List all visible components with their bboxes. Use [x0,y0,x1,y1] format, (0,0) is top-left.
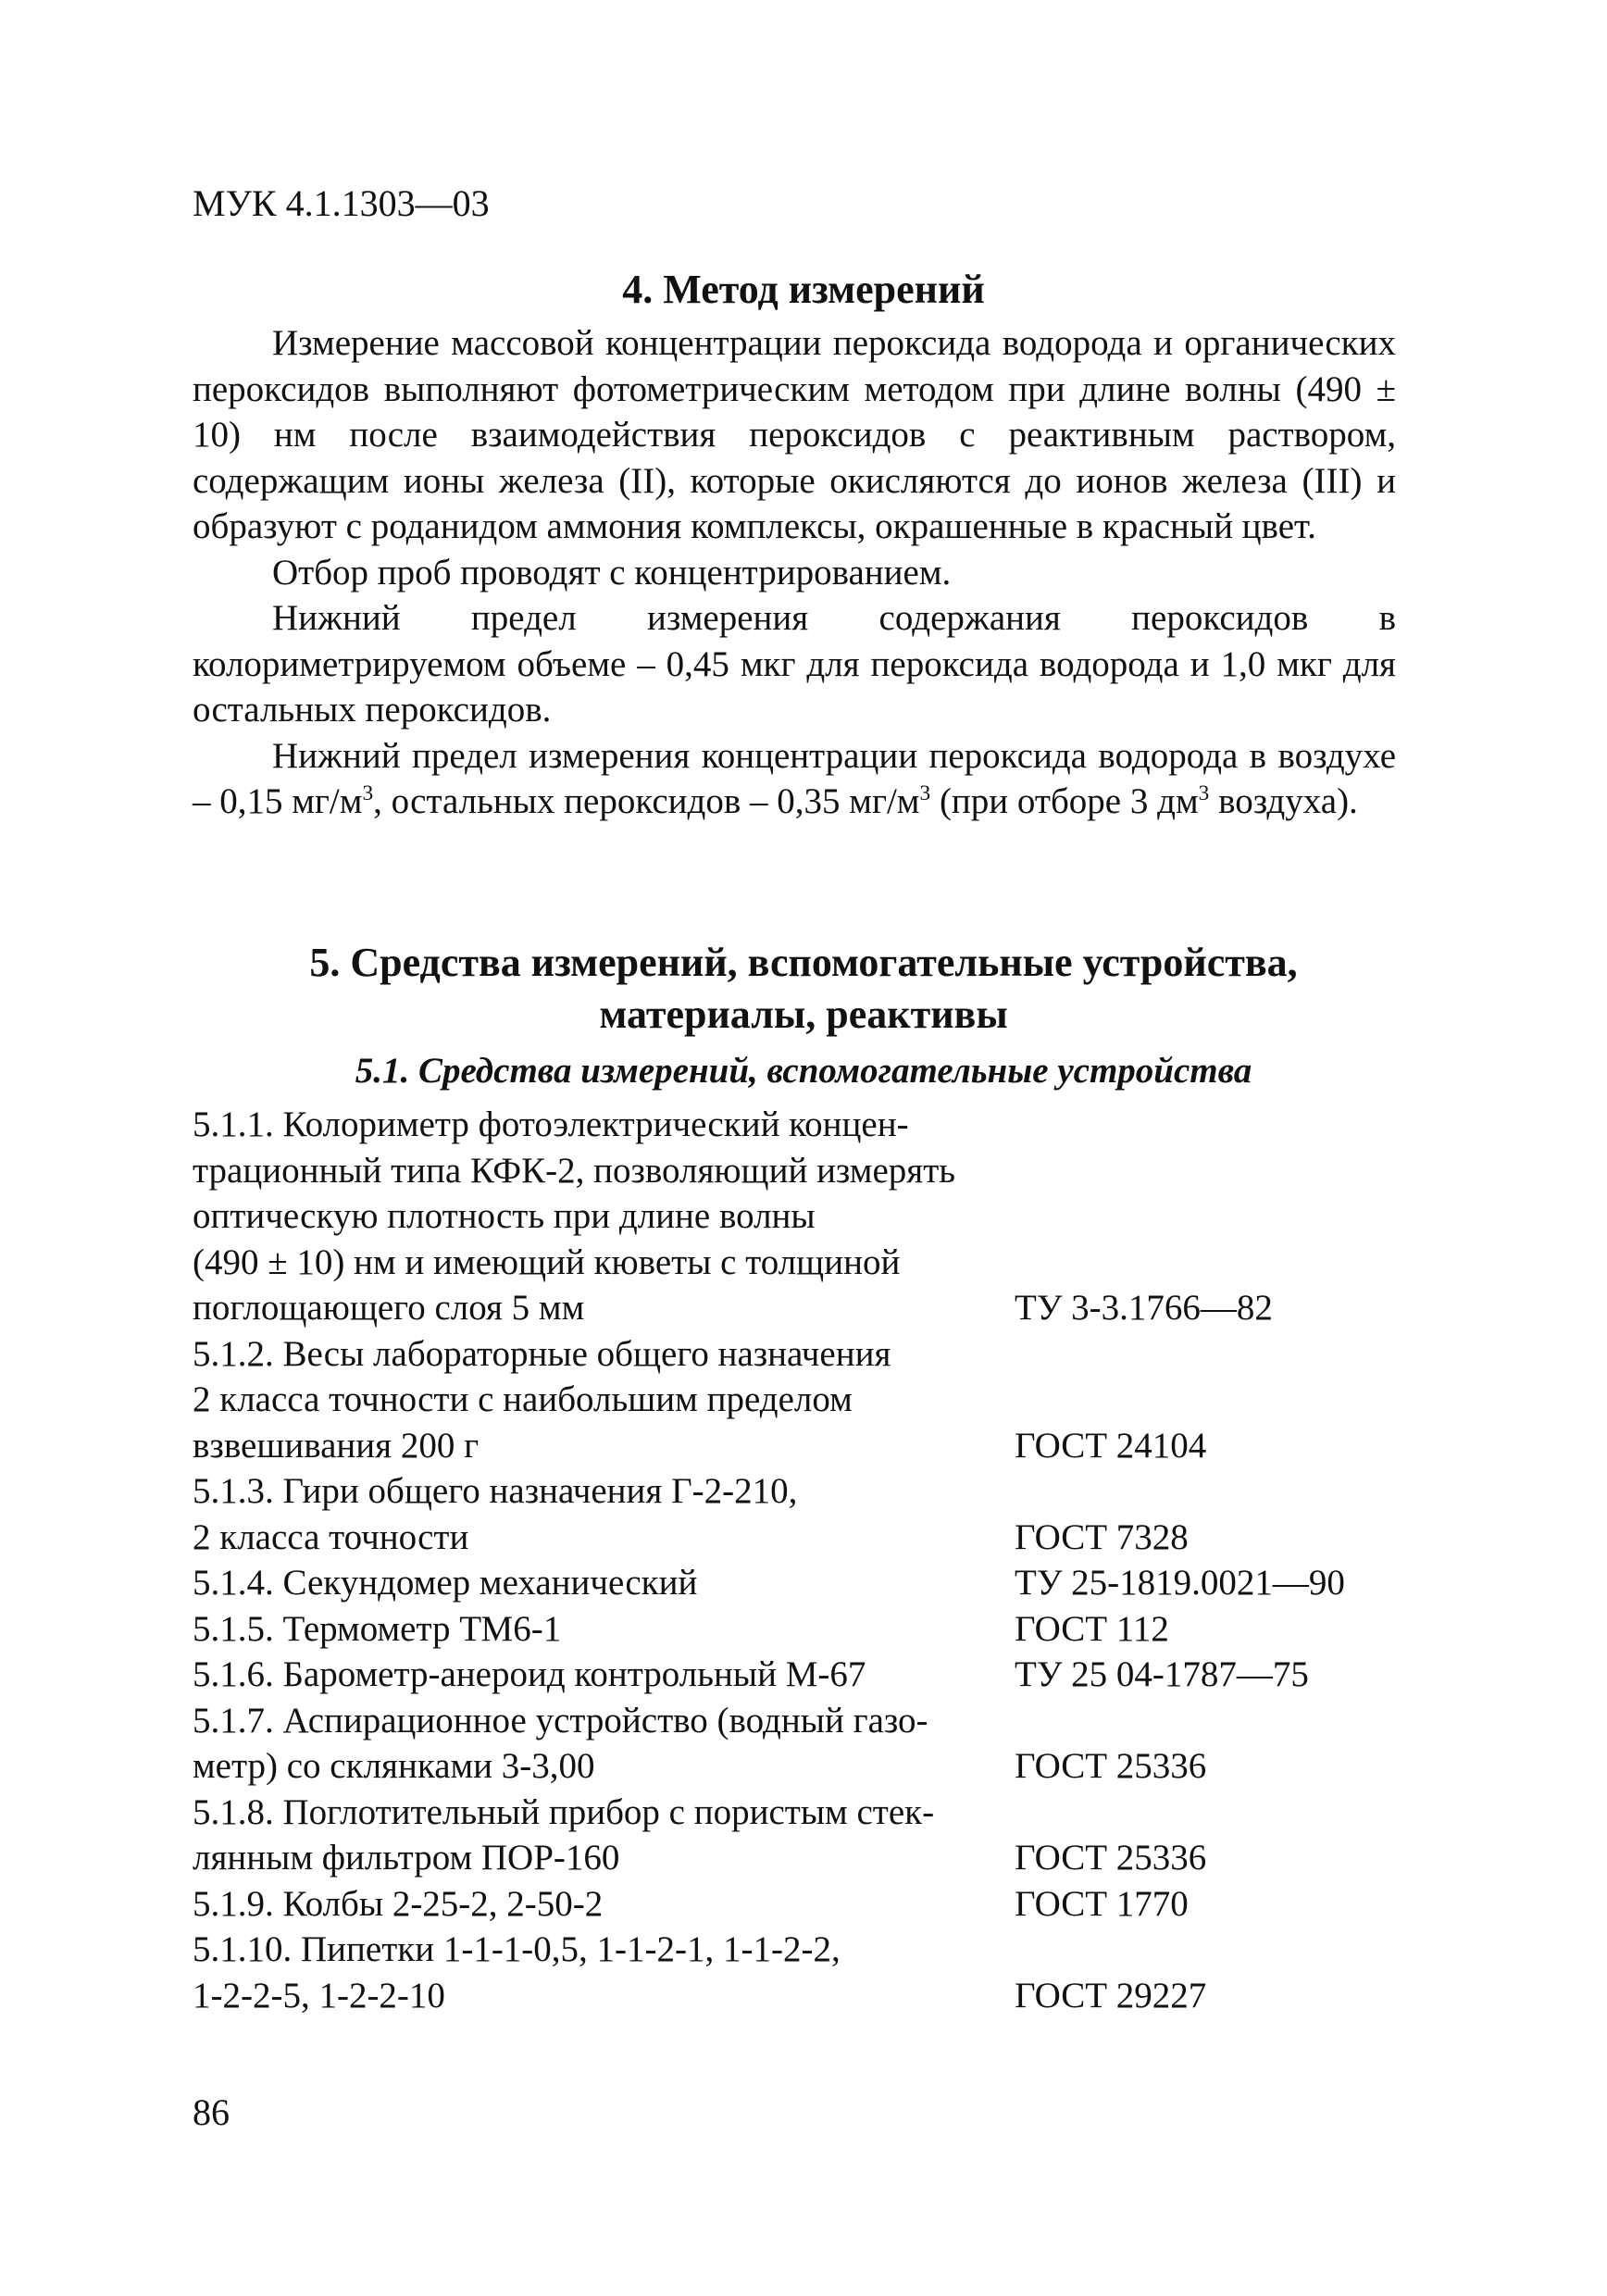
list-item [193,1881,1396,1928]
item-description: 5.1.9. Колбы 2-25-2, 2-50-2 [193,1883,604,1924]
item-standard: ТУ 25-1819.0021—90 [1015,1563,1345,1603]
superscript: 3 [1198,781,1210,805]
superscript: 3 [919,781,931,805]
equipment-list [193,1102,1396,2018]
list-item [193,1790,1396,1881]
item-standard: ГОСТ 112 [1015,1608,1169,1649]
paragraph-detection-limit [193,733,1396,825]
list-item [193,1927,1396,2018]
list-item [193,1468,1396,1560]
item-description: 5.1.4. Секундомер механический [193,1563,698,1603]
item-description: 5.1.5. Термометр ТМ6-1 [193,1608,562,1649]
paragraph: Нижний предел измерения содержания пероксидов в колориметрируемом объеме – 0,45 мкг для пероксида водорода и 1,0 мкг для остальных пероксидов. [193,598,1396,730]
page-number: 86 [193,2091,230,2133]
item-description: 5.1.8. Поглотительный прибор с пористым стек- лянным фильтром ПОР-160 [193,1791,935,1878]
list-item [193,1102,1396,1331]
list-item [193,1652,1396,1698]
paragraph: Измерение массовой концентрации пероксида водорода и органических пероксидов выполняют фотометрическим методом при длине волны (490 ± 10) нм после взаимодействия пероксидов с реактивным раствором, содержащим ионы железа (II), которые окисляются до ионов железа (III) и образуют с роданидом аммония комплексы, окрашенные в красный цвет. [193,323,1396,546]
item-description: 5.1.10. Пипетки 1-1-1-0,5, 1-1-2-1, 1-1-2-2, 1-2-2-5, 1-2-2-10 [193,1929,841,2015]
text-fragment: , остальных пероксидов – 0,35 мг/м [373,781,920,821]
section-5-title-line: 5. Средства измерений, вспомогательные устройства, [309,940,1298,985]
subsection-5-1-title: 5.1. Средства измерений, вспомогательные устройства [355,1051,1252,1091]
list-item [193,1331,1396,1469]
superscript: 3 [362,781,374,805]
text-fragment: воздуха). [1209,781,1358,821]
list-item [193,1698,1396,1790]
item-standard: ГОСТ 24104 [1015,1425,1207,1466]
item-standard: ГОСТ 7328 [1015,1516,1189,1557]
paragraph: Отбор проб проводят с концентрированием. [272,552,952,593]
item-description: 5.1.2. Весы лабораторные общего назначения 2 класса точности с наибольшим пределом взвешивания 200 г [193,1333,891,1466]
item-description: 5.1.3. Гири общего назначения Г-2-210, 2 класса точности [193,1471,798,1557]
section-4-title: 4. Метод измерений [622,267,985,312]
text-fragment: (при отборе 3 дм [930,781,1199,821]
section-5-title-line: материалы, реактивы [599,992,1008,1037]
running-header: МУК 4.1.1303—03 [193,182,490,224]
item-standard: ТУ 25 04-1787—75 [1015,1654,1309,1694]
item-standard: ГОСТ 25336 [1015,1746,1207,1786]
item-standard: ГОСТ 25336 [1015,1838,1207,1878]
text-fragment: Нижний предел измерения концентрации пероксида водорода в воздухе – 0,15 мг/м [193,735,1396,821]
list-item [193,1560,1396,1606]
list-item [193,1606,1396,1653]
item-standard: ГОСТ 29227 [1015,1975,1207,2015]
item-description: 5.1.7. Аспирационное устройство (водный газо- метр) со склянками 3-3,00 [193,1700,928,1786]
item-description: 5.1.1. Колориметр фотоэлектрический концен- трационный типа КФК-2, позволяющий измерять оптическую плотность при длине волны (490 ± 10) нм и имеющий кюветы с толщиной поглощающего слоя 5 мм [193,1104,956,1328]
section-4-body [193,320,1396,825]
item-standard: ГОСТ 1770 [1015,1883,1189,1924]
item-standard: ТУ 3-3.1766—82 [1015,1288,1273,1328]
item-description: 5.1.6. Барометр-анероид контрольный М-67 [193,1654,866,1694]
section-5-title [0,937,1607,1041]
